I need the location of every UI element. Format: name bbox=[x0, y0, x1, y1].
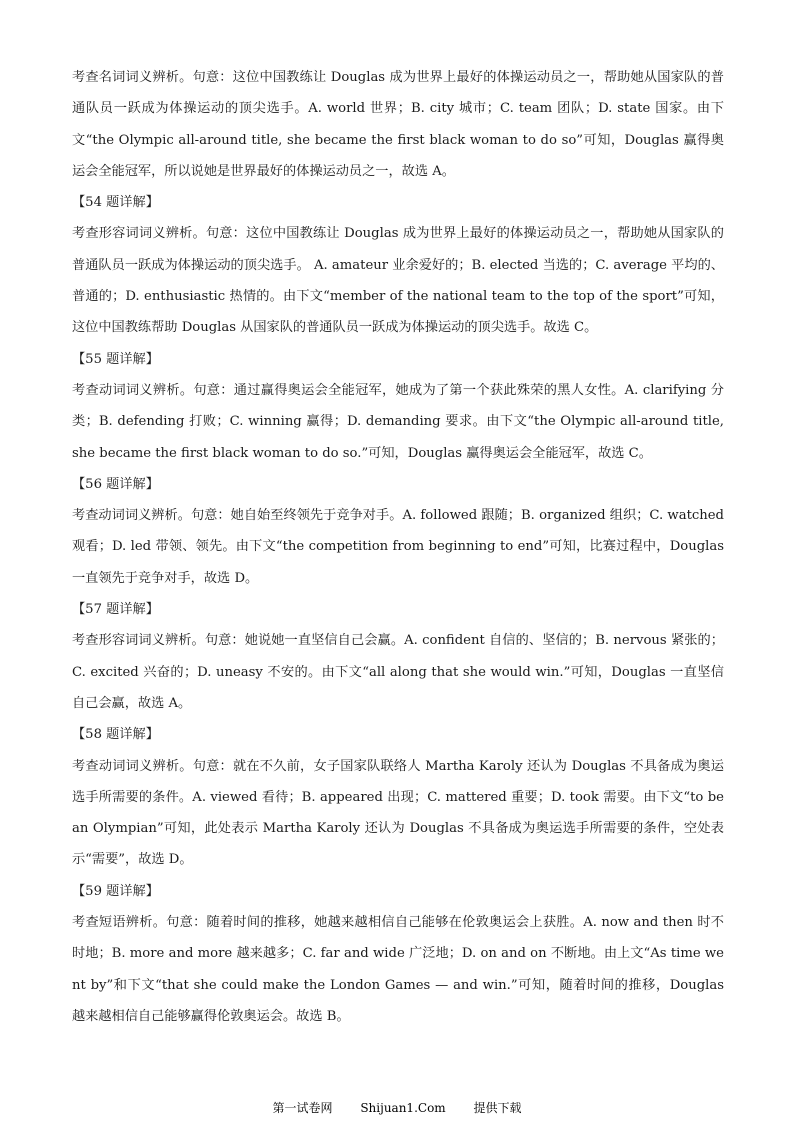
answer-explanation-53: 考查名词词义辨析。句意：这位中国教练让 Douglas 成为世界上最好的体操运动员之一，帮助她从国家队的普通队员一跃成为体操运动的顶尖选手。A. world 世界；B. city 城市；C. team 团队；D. state 国家。由下文“the Olympic all-around title, she became the first black woman to do so”可知，Douglas 赢得奥运会全能冠军，所以说她是世界最好的体操运动员之一，故选 A。 bbox=[72, 70, 724, 179]
question-heading-59: 【59 题详解】 bbox=[72, 883, 159, 899]
page-footer bbox=[0, 1100, 794, 1116]
answer-explanation-55: 考查动词词义辨析。句意：通过赢得奥运会全能冠军，她成为了第一个获此殊荣的黑人女性。A. clarifying 分类；B. defending 打败；C. winning 赢得；D. demanding 要求。由下文“the Olympic all-around title, she became the first black woman to do so.”可知，Douglas 赢得奥运会全能冠军，故选 C。 bbox=[72, 382, 724, 461]
answer-explanation-59: 考查短语辨析。句意：随着时间的推移，她越来越相信自己能够在伦敦奥运会上获胜。A. now and then 时不时地；B. more and more 越来越多；C. far and wide 广泛地；D. on and on 不断地。由上文“As time went by”和下文“that she could make the London Games — and win.”可知，随着时间的推移，Douglas 越来越相信自己能够赢得伦敦奥运会。故选 B。 bbox=[72, 915, 724, 1024]
document-body bbox=[72, 62, 724, 1032]
footer-site-name: 第一试卷网 bbox=[272, 1101, 333, 1115]
question-heading-55: 【55 题详解】 bbox=[72, 351, 159, 367]
question-heading-57: 【57 题详解】 bbox=[72, 602, 159, 618]
footer-download-text: 提供下载 bbox=[473, 1101, 522, 1115]
answer-explanation-58: 考查动词词义辨析。句意：就在不久前，女子国家队联络人 Martha Karoly 还认为 Douglas 不具备成为奥运选手所需要的条件。A. viewed 看待；B. appeared 出现；C. mattered 重要；D. took 需要。由下文“to be an Olympian”可知，此处表示 Martha Karoly 还认为 Douglas 不具备成为奥运选手所需要的条件，空处表示“需要”，故选 D。 bbox=[72, 758, 724, 868]
question-heading-56: 【56 题详解】 bbox=[72, 476, 159, 492]
question-heading-58: 【58 题详解】 bbox=[72, 727, 159, 743]
answer-explanation-54: 考查形容词词义辨析。句意：这位中国教练让 Douglas 成为世界上最好的体操运动员之一，帮助她从国家队的普通队员一跃成为体操运动的顶尖选手。 A. amateur 业余爱好的；B. elected 当选的；C. average 平均的、普通的；D. enthusiastic 热情的。由下文“member of the national team to the top of the sport”可知，这位中国教练帮助 Douglas 从国家队的普通队员一跃成为体操运动的顶尖选手。故选 C。 bbox=[72, 226, 724, 336]
question-heading-54: 【54 题详解】 bbox=[72, 195, 159, 211]
answer-explanation-56: 考查动词词义辨析。句意：她自始至终领先于竞争对手。A. followed 跟随；B. organized 组织；C. watched 观看；D. led 带领、领先。由下文“the competition from beginning to end”可知，比赛过程中，Douglas 一直领先于竞争对手，故选 D。 bbox=[72, 508, 724, 586]
answer-explanation-57: 考查形容词词义辨析。句意：她说她一直坚信自己会赢。A. confident 自信的、坚信的；B. nervous 紧张的；C. excited 兴奋的；D. uneasy 不安的。由下文“all along that she would win.”可知，Douglas 一直坚信自己会赢，故选 A。 bbox=[72, 633, 724, 711]
footer-site-url[interactable]: Shijuan1.Com bbox=[360, 1101, 446, 1115]
